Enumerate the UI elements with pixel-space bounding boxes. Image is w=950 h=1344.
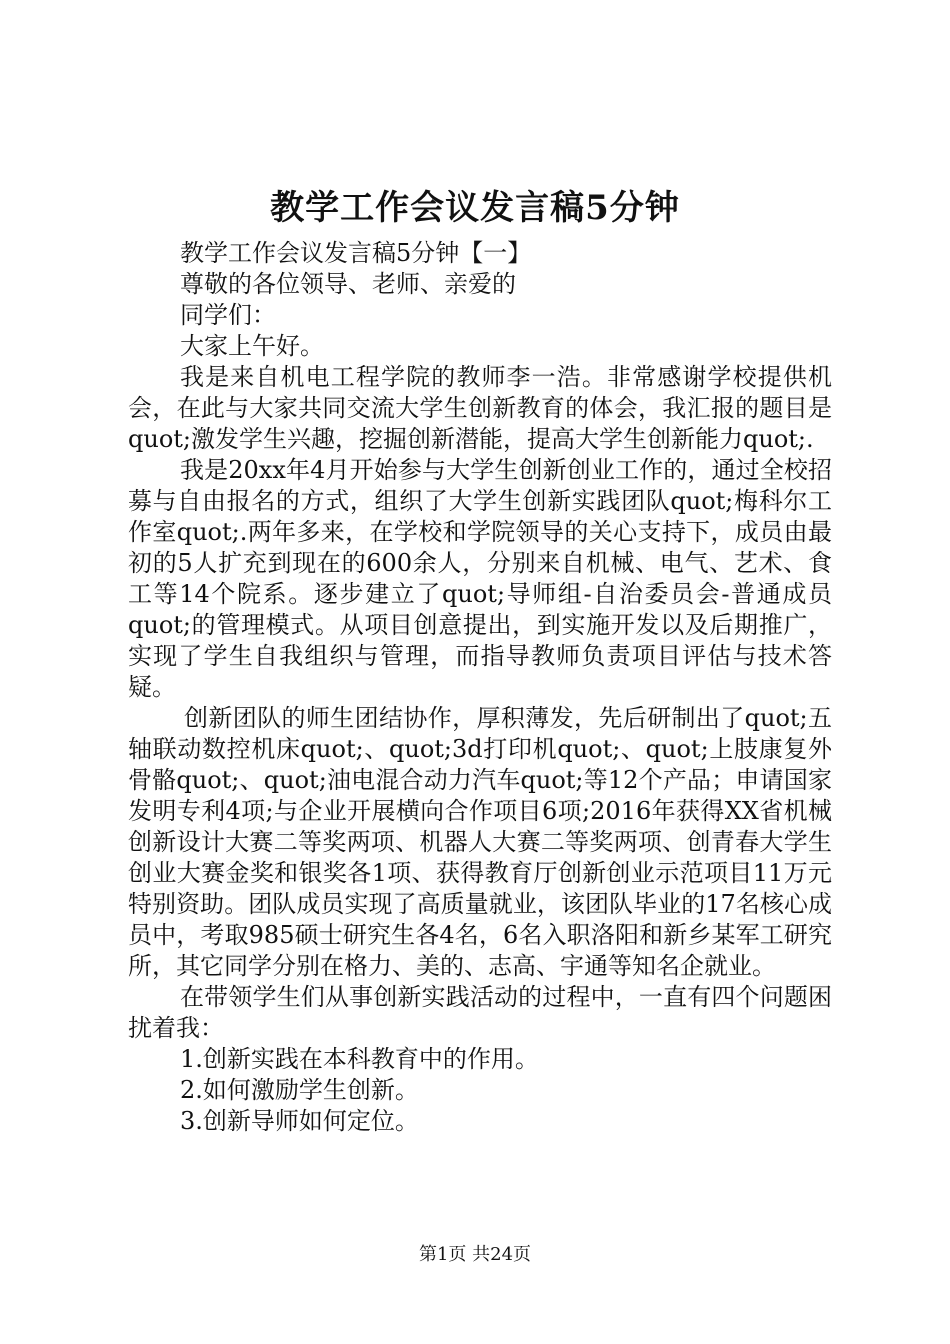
paragraph-achievements: 创新团队的师生团结协作，厚积薄发，先后研制出了quot;五轴联动数控机床quot;、quot;3d打印机quot;、quot;上肢康复外骨骼quot;、quot;油电混合动力汽车quot;等12个产品；申请国家发明专利4项;与企业开展横向合作项目6项;2016年获得XX省机械创新设计大赛二等奖两项、机器人大赛二等奖两项、创青春大学生创业大赛金奖和银奖各1项、获得教育厅创新创业示范项目11万元特别资助。团队成员实现了高质量就业，该团队毕业的17名核心成员中，考取985硕士研究生各4名，6名入职洛阳和新乡某军工研究所，其它同学分别在格力、美的、志高、宇通等知名企就业。 [128,704,832,980]
paragraph-questions-intro: 在带领学生们从事创新实践活动的过程中，一直有四个问题困扰着我： [128,983,832,1042]
document-title: 教学工作会议发言稿5分钟 [270,188,680,228]
document-body [128,238,832,1137]
salutation-line-1: 尊敬的各位领导、老师、亲爱的 [180,270,516,298]
list-item: 1.创新实践在本科教育中的作用。 [180,1045,539,1073]
page-footer: 第1页 共24页 [418,1244,532,1265]
paragraph-team-history: 我是20xx年4月开始参与大学生创新创业工作的，通过全校招募与自由报名的方式，组织了大学生创新实践团队quot;梅科尔工作室quot;.两年多来，在学校和学院领导的关心支持下，成员由最初的5人扩充到现在的600余人，分别来自机械、电气、艺术、食工等14个院系。逐步建立了quot;导师组-自治委员会-普通成员quot;的管理模式。从项目创意提出，到实施开发以及后期推广，实现了学生自我组织与管理，而指导教师负责项目评估与技术答疑。 [128,456,832,701]
salutation-line-2: 同学们： [180,301,276,329]
paragraph-introduction: 我是来自机电工程学院的教师李一浩。非常感谢学校提供机会，在此与大家共同交流大学生创新教育的体会，我汇报的题目是quot;激发学生兴趣，挖掘创新潜能，提高大学生创新能力quot;. [128,363,832,453]
section-heading: 教学工作会议发言稿5分钟【一】 [180,239,532,267]
list-item: 2.如何激励学生创新。 [180,1076,419,1104]
greeting: 大家上午好。 [180,332,324,360]
list-item: 3.创新导师如何定位。 [180,1107,419,1135]
